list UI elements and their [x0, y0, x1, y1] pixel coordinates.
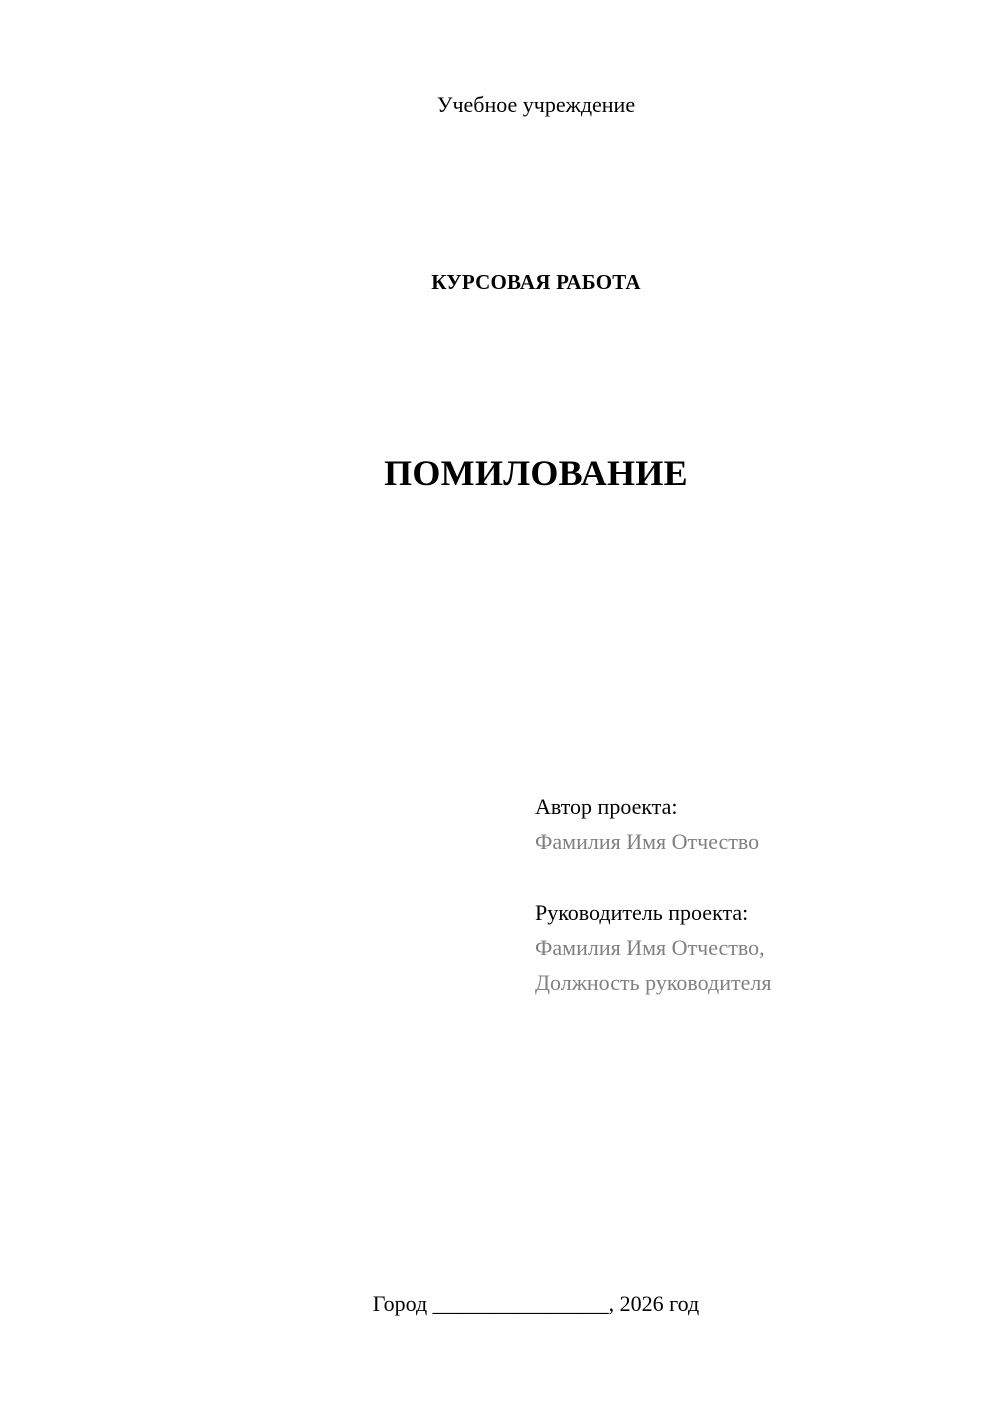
author-label: Автор проекта: [535, 794, 678, 819]
document-type: КУРСОВАЯ РАБОТА [431, 270, 641, 294]
supervisor-position-placeholder: Должность руководителя [535, 970, 772, 995]
institution-name: Учебное учреждение [436, 92, 636, 117]
supervisor-label: Руководитель проекта: [535, 900, 749, 925]
city-year-line: Город ________________, 2026 год [372, 1291, 700, 1316]
document-title: ПОМИЛОВАНИЕ [384, 453, 688, 493]
supervisor-name-placeholder: Фамилия Имя Отчество, [535, 935, 765, 960]
info-spacer [535, 859, 975, 895]
author-name-placeholder: Фамилия Имя Отчество [535, 829, 760, 854]
project-info-block [535, 789, 975, 1000]
